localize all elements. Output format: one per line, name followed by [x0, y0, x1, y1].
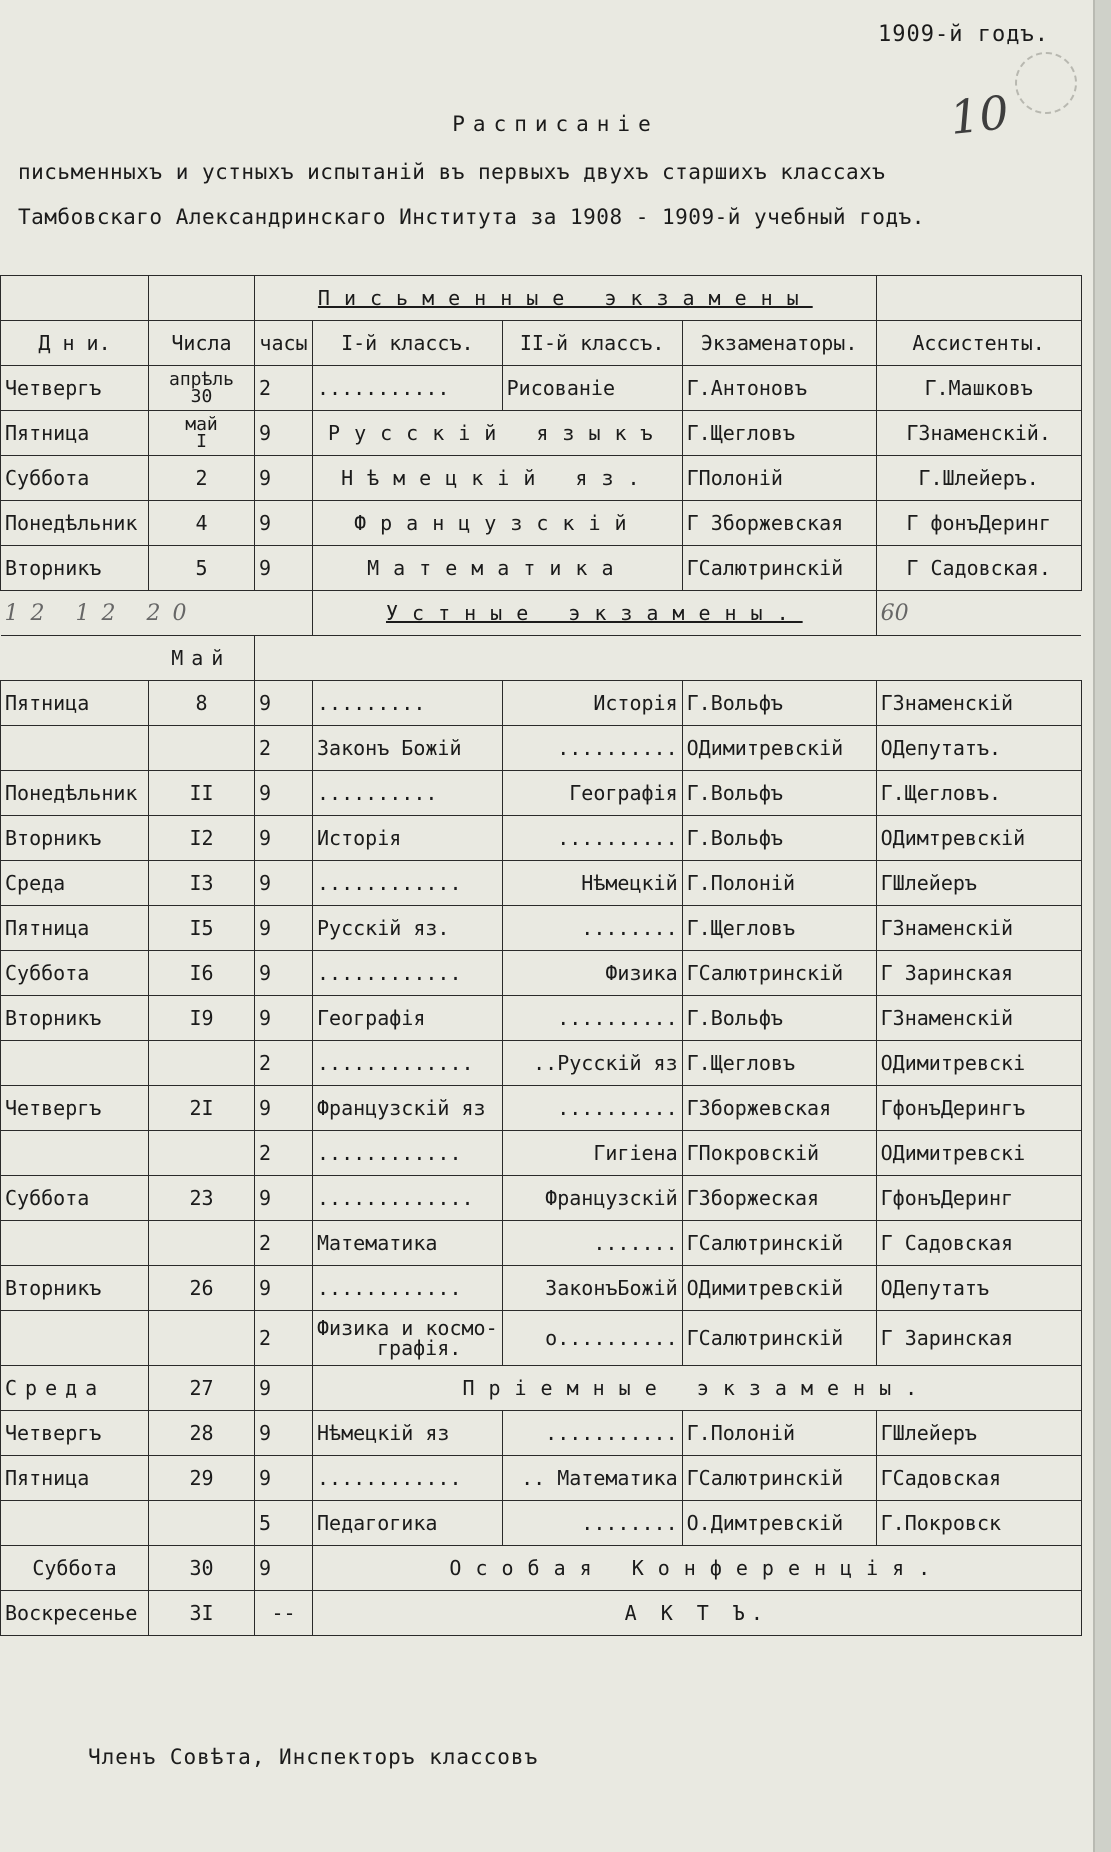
- date-cell: май I: [149, 411, 255, 456]
- day-cell: [1, 1041, 149, 1086]
- conference-row: [1, 1546, 1082, 1591]
- subject-cell: Французскій: [313, 501, 683, 546]
- examiner-cell: Г.Щегловъ: [682, 906, 876, 951]
- examiner-cell: ГЗборжевская: [682, 1086, 876, 1131]
- subject-cell: Нѣмецкій яз.: [313, 456, 683, 501]
- examiner-cell: ГЗборжеская: [682, 1176, 876, 1221]
- day-cell: Четвергъ: [1, 1411, 149, 1456]
- examiner-cell: ГПолоній: [682, 456, 876, 501]
- class2-cell: .......: [502, 1221, 682, 1266]
- assistant-cell: ГСадовская: [876, 1456, 1081, 1501]
- assistant-cell: ОДимтревскій: [876, 816, 1081, 861]
- class2-cell: Французскій: [502, 1176, 682, 1221]
- day-cell: Пятница: [1, 1456, 149, 1501]
- date-cell: [149, 1311, 255, 1366]
- assistant-cell: Г Заринская: [876, 1311, 1081, 1366]
- date-cell: 3I: [149, 1591, 255, 1636]
- examiner-cell: Г.Полоній: [682, 1411, 876, 1456]
- class2-cell: Исторія: [502, 681, 682, 726]
- hours-cell: 9: [255, 996, 313, 1041]
- assistant-cell: ГЗнаменскій.: [876, 411, 1081, 456]
- class2-cell: ЗаконъБожій: [502, 1266, 682, 1311]
- table-row: [1, 546, 1082, 591]
- class1-cell: ..........: [313, 771, 503, 816]
- hours-cell: 9: [255, 1176, 313, 1221]
- class2-cell: ..........: [502, 996, 682, 1041]
- subject-cell: Математика: [313, 546, 683, 591]
- archive-stamp: [1015, 52, 1077, 114]
- col-examiners: Экзаменаторы.: [682, 321, 876, 366]
- day-cell: Понедѣльник: [1, 771, 149, 816]
- day-cell: Суббота: [1, 951, 149, 996]
- assistant-cell: ГфонъДеринг: [876, 1176, 1081, 1221]
- class1-cell: Законъ Божій: [313, 726, 503, 771]
- entrance-label: Пріемные экзамены.: [313, 1366, 1082, 1411]
- date-cell: I6: [149, 951, 255, 996]
- month-row: [1, 636, 1082, 681]
- table-row: [1, 1176, 1082, 1221]
- examiner-cell: ГПокровскій: [682, 1131, 876, 1176]
- hours-cell: 9: [255, 501, 313, 546]
- hours-cell: 9: [255, 456, 313, 501]
- class1-cell: Французскій яз: [313, 1086, 503, 1131]
- day-cell: Суббота: [1, 1546, 149, 1591]
- date-cell: [149, 1221, 255, 1266]
- hours-cell: 9: [255, 1546, 313, 1591]
- date-cell: 29: [149, 1456, 255, 1501]
- table-row: [1, 861, 1082, 906]
- hours-cell: 9: [255, 951, 313, 996]
- date-cell: I9: [149, 996, 255, 1041]
- act-label: А К Т Ъ.: [313, 1591, 1082, 1636]
- assistant-cell: Г Садовская: [876, 1221, 1081, 1266]
- hours-cell: 9: [255, 546, 313, 591]
- assistant-cell: Г Садовская.: [876, 546, 1081, 591]
- date-cell: [149, 1041, 255, 1086]
- table-row: [1, 771, 1082, 816]
- table-row: [1, 726, 1082, 771]
- year-label: 1909-й годъ.: [878, 22, 1049, 47]
- written-section-title: Письменные экзамены: [255, 276, 877, 321]
- date-cell: 4: [149, 501, 255, 546]
- day-cell: Суббота: [1, 1176, 149, 1221]
- day-cell: Суббота: [1, 456, 149, 501]
- table-row: [1, 906, 1082, 951]
- day-cell: Вторникъ: [1, 816, 149, 861]
- hours-cell: 2: [255, 1311, 313, 1366]
- month-label: Май: [149, 636, 255, 681]
- day-cell: [1, 726, 149, 771]
- examiner-cell: Г Зборжевская: [682, 501, 876, 546]
- day-cell: [1, 1221, 149, 1266]
- table-row: [1, 1041, 1082, 1086]
- hours-cell: 9: [255, 1366, 313, 1411]
- examiner-cell: Г.Щегловъ: [682, 1041, 876, 1086]
- assistant-cell: Г фонъДеринг: [876, 501, 1081, 546]
- assistant-cell: ГЗнаменскій: [876, 996, 1081, 1041]
- assistant-cell: ОДимитревскі: [876, 1041, 1081, 1086]
- assistant-cell: Г.Машковъ: [876, 366, 1081, 411]
- class2-cell: ..........: [502, 726, 682, 771]
- day-cell: Пятница: [1, 411, 149, 456]
- assistant-cell: ОДепутатъ: [876, 1266, 1081, 1311]
- signature-line: Членъ Совѣта, Инспекторъ классовъ: [88, 1745, 539, 1769]
- date-cell: 2I: [149, 1086, 255, 1131]
- table-row: [1, 1456, 1082, 1501]
- class2-cell: .. Математика: [502, 1456, 682, 1501]
- date-cell: II: [149, 771, 255, 816]
- class1-cell: Педагогика: [313, 1501, 503, 1546]
- col-hours: часы: [255, 321, 313, 366]
- date-cell: [149, 1501, 255, 1546]
- day-cell: Понедѣльник: [1, 501, 149, 546]
- hours-cell: 9: [255, 1086, 313, 1131]
- assistant-cell: ОДимитревскі: [876, 1131, 1081, 1176]
- table-row: [1, 1411, 1082, 1456]
- date-cell: 27: [149, 1366, 255, 1411]
- schedule-table: [0, 275, 1082, 1636]
- examiner-cell: О.Димтревскій: [682, 1501, 876, 1546]
- subject-cell: Русскій языкъ: [313, 411, 683, 456]
- assistant-cell: Г.Покровск: [876, 1501, 1081, 1546]
- hours-cell: 2: [255, 1131, 313, 1176]
- col-class1: I-й классъ.: [313, 321, 503, 366]
- day-cell: [1, 1131, 149, 1176]
- month-label: май: [185, 414, 218, 435]
- examiner-cell: ГСалютринскій: [682, 951, 876, 996]
- class2-cell: Гигіена: [502, 1131, 682, 1176]
- day-cell: Четвергъ: [1, 366, 149, 411]
- class2-cell: ........: [502, 906, 682, 951]
- class1-cell: ............: [313, 1131, 503, 1176]
- hours-cell: 9: [255, 906, 313, 951]
- class2-cell: ........: [502, 1501, 682, 1546]
- oral-section-title: Устные экзамены.: [313, 591, 877, 636]
- hours-cell: 9: [255, 1411, 313, 1456]
- date-cell: I2: [149, 816, 255, 861]
- column-header-row: [1, 321, 1082, 366]
- oral-rows-2: [1, 1411, 1082, 1546]
- day-cell: Среда: [1, 861, 149, 906]
- examiner-cell: ГСалютринскій: [682, 546, 876, 591]
- day-cell: Вторникъ: [1, 996, 149, 1041]
- date-cell: 23: [149, 1176, 255, 1221]
- table-row: [1, 1086, 1082, 1131]
- class1-cell: Физика и космо- графія.: [313, 1311, 503, 1366]
- hours-cell: 2: [255, 1221, 313, 1266]
- class2-cell: ..........: [502, 1086, 682, 1131]
- examiner-cell: Г.Полоній: [682, 861, 876, 906]
- col-dates: Числа: [149, 321, 255, 366]
- class2-cell: Географія: [502, 771, 682, 816]
- table-row: [1, 996, 1082, 1041]
- table-row: [1, 951, 1082, 996]
- table-row: [1, 1221, 1082, 1266]
- date-cell: апрѣль 30: [149, 366, 255, 411]
- act-row: [1, 1591, 1082, 1636]
- assistant-cell: Г.Шлейеръ.: [876, 456, 1081, 501]
- class1-cell: Географія: [313, 996, 503, 1041]
- oral-rows: [1, 681, 1082, 1366]
- assistant-cell: Г.Щегловъ.: [876, 771, 1081, 816]
- examiner-cell: Г.Вольфъ: [682, 996, 876, 1041]
- hours-cell: 2: [255, 1041, 313, 1086]
- class1-cell: ...........: [313, 366, 503, 411]
- assistant-cell: ГЗнаменскій: [876, 906, 1081, 951]
- hours-cell: 9: [255, 1266, 313, 1311]
- class2-cell: ...........: [502, 1411, 682, 1456]
- document-subtitle-1: письменныхъ и устныхъ испытаній въ первыхъ двухъ старшихъ классахъ: [18, 160, 886, 184]
- class1-cell: ............: [313, 1266, 503, 1311]
- class1-cell: .............: [313, 1176, 503, 1221]
- hours-cell: 5: [255, 1501, 313, 1546]
- document-subtitle-2: Тамбовскаго Александринскаго Института за 1908 - 1909-й учебный годъ.: [18, 205, 925, 229]
- date-cell: [149, 1131, 255, 1176]
- month-label: апрѣль: [168, 369, 235, 390]
- conference-label: Особая Конференція.: [313, 1546, 1082, 1591]
- class1-cell: Русскій яз.: [313, 906, 503, 951]
- table-row: [1, 1501, 1082, 1546]
- examiner-cell: ГСалютринскій: [682, 1221, 876, 1266]
- hours-cell: 9: [255, 411, 313, 456]
- date-cell: 2: [149, 456, 255, 501]
- table-row: [1, 1311, 1082, 1366]
- table-row: [1, 1131, 1082, 1176]
- hours-cell: 9: [255, 861, 313, 906]
- document-title: Расписаніе: [452, 112, 659, 136]
- examiner-cell: Г.Щегловъ: [682, 411, 876, 456]
- table-row: [1, 411, 1082, 456]
- hours-cell: --: [255, 1591, 313, 1636]
- pencil-notes: 12 12 20: [1, 591, 313, 636]
- hours-cell: 9: [255, 816, 313, 861]
- examiner-cell: Г.Антоновъ: [682, 366, 876, 411]
- hours-cell: 9: [255, 681, 313, 726]
- written-section-header: [1, 276, 1082, 321]
- assistant-cell: ОДепутатъ.: [876, 726, 1081, 771]
- date-cell: I3: [149, 861, 255, 906]
- class2-cell: ..Русскій яз: [502, 1041, 682, 1086]
- day-cell: Среда: [1, 1366, 149, 1411]
- date-cell: 30: [149, 1546, 255, 1591]
- examiner-cell: ОДимитревскій: [682, 1266, 876, 1311]
- hours-cell: 9: [255, 1456, 313, 1501]
- date-cell: I5: [149, 906, 255, 951]
- examiner-cell: Г.Вольфъ: [682, 816, 876, 861]
- pencil-note: 60: [876, 591, 1081, 636]
- table-row: [1, 816, 1082, 861]
- date-cell: 8: [149, 681, 255, 726]
- col-assistants: Ассистенты.: [876, 321, 1081, 366]
- day-cell: Вторникъ: [1, 1266, 149, 1311]
- date-cell: 26: [149, 1266, 255, 1311]
- class2-cell: ..........: [502, 816, 682, 861]
- class1-cell: Математика: [313, 1221, 503, 1266]
- day-cell: Вторникъ: [1, 546, 149, 591]
- oral-section-header: [1, 591, 1082, 636]
- class1-cell: .........: [313, 681, 503, 726]
- class2-cell: Нѣмецкій: [502, 861, 682, 906]
- class1-cell: .............: [313, 1041, 503, 1086]
- day-cell: Пятница: [1, 681, 149, 726]
- table-row: [1, 456, 1082, 501]
- examiner-cell: ОДимитревскій: [682, 726, 876, 771]
- class2-cell: Физика: [502, 951, 682, 996]
- day-cell: [1, 1311, 149, 1366]
- table-row: [1, 1266, 1082, 1311]
- class2-cell: о..........: [502, 1311, 682, 1366]
- entrance-row: [1, 1366, 1082, 1411]
- assistant-cell: Г Заринская: [876, 951, 1081, 996]
- table-row: [1, 681, 1082, 726]
- examiner-cell: Г.Вольфъ: [682, 771, 876, 816]
- hours-cell: 2: [255, 726, 313, 771]
- day-cell: Пятница: [1, 906, 149, 951]
- examiner-cell: ГСалютринскій: [682, 1311, 876, 1366]
- assistant-cell: ГфонъДерингъ: [876, 1086, 1081, 1131]
- day-cell: [1, 1501, 149, 1546]
- assistant-cell: ГЗнаменскій: [876, 681, 1081, 726]
- class1-cell: ............: [313, 861, 503, 906]
- examiner-cell: Г.Вольфъ: [682, 681, 876, 726]
- date-cell: [149, 726, 255, 771]
- hours-cell: 9: [255, 771, 313, 816]
- assistant-cell: ГШлейеръ: [876, 861, 1081, 906]
- day-cell: Воскресенье: [1, 1591, 149, 1636]
- class1-cell: ............: [313, 951, 503, 996]
- class2-cell: Рисованіе: [502, 366, 682, 411]
- day-cell: Четвергъ: [1, 1086, 149, 1131]
- hours-cell: 2: [255, 366, 313, 411]
- table-row: [1, 366, 1082, 411]
- class1-cell: Нѣмецкій яз: [313, 1411, 503, 1456]
- examiner-cell: ГСалютринскій: [682, 1456, 876, 1501]
- pencil-page-number: 10: [947, 85, 1012, 145]
- col-class2: II-й классъ.: [502, 321, 682, 366]
- class1-cell: Исторія: [313, 816, 503, 861]
- table-row: [1, 501, 1082, 546]
- date-cell: 5: [149, 546, 255, 591]
- assistant-cell: ГШлейеръ: [876, 1411, 1081, 1456]
- class1-cell: ............: [313, 1456, 503, 1501]
- date-cell: 28: [149, 1411, 255, 1456]
- col-days: Д н и.: [1, 321, 149, 366]
